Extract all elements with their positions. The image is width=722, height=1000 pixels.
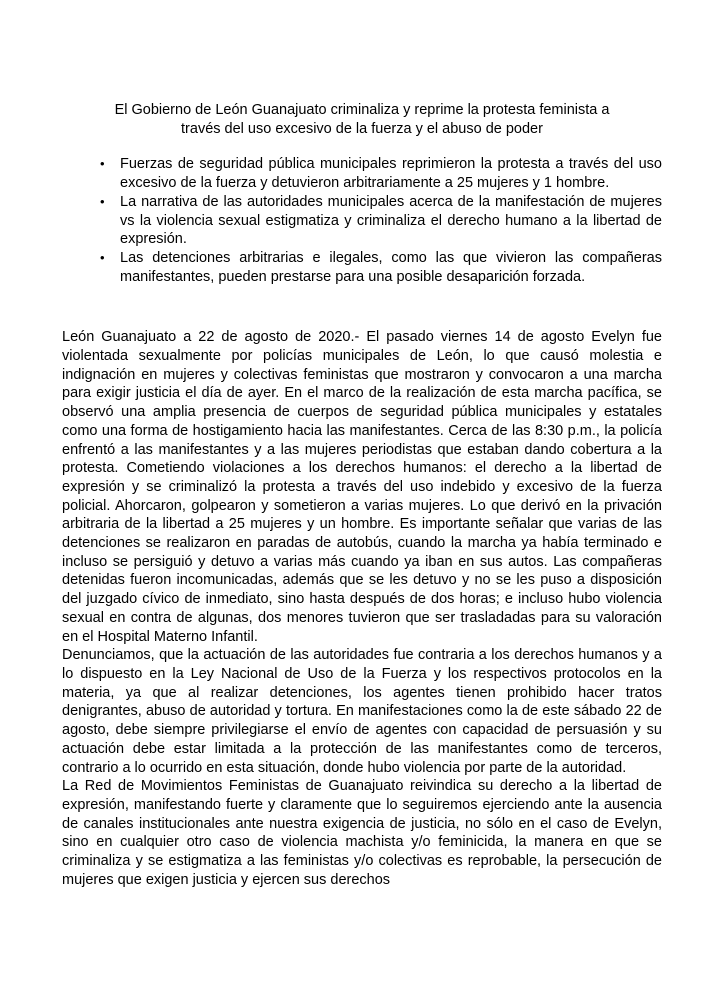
bullet-icon: •: [100, 193, 105, 209]
bullet-list: [62, 155, 662, 286]
bullet-icon: •: [100, 156, 105, 172]
title-line-1: El Gobierno de León Guanajuato criminaliza y reprime la protesta feminista a: [114, 102, 610, 118]
body-paragraph: Denunciamos, que la actuación de las autoridades fue contraria a los derechos humanos y a lo dispuesto en la Ley Nacional de Uso de la Fuerza y los respectivos protocolos en la materia, ya que al realizar detenciones, los agentes tienen prohibido hacer tratos denigrantes, abuso de autoridad y tortura. En manifestaciones como la de este sábado 22 de agosto, debe siempre privilegiarse el envío de agentes con capacidad de persuasión y su actuación debe estar limitada a la protección de las manifestantes como de terceros, contrario a lo ocurrido en esta situación, donde hubo violencia por parte de la autoridad.: [62, 647, 662, 776]
title-line-2: través del uso excesivo de la fuerza y el abuso de poder: [181, 120, 543, 137]
bullet-icon: •: [100, 249, 105, 265]
document-title: [62, 101, 662, 138]
list-item: [62, 193, 662, 249]
body-paragraph: León Guanajuato a 22 de agosto de 2020.- El pasado viernes 14 de agosto Evelyn fue violentada sexualmente por policías municipales de León, lo que causó molestia e indignación en mujeres y colectivas feministas que mostraron y convocaron a una marcha para exigir justicia el día de ayer. En el marco de la realización de esta marcha pacífica, se observó una amplia presencia de cuerpos de seguridad pública municipales y estatales como una forma de hostigamiento hacia las manifestantes. Cerca de las 8:30 p.m., la policía enfrentó a las manifestantes y a las mujeres periodistas que estaban dando cobertura a la protesta. Cometiendo violaciones a los derechos humanos: el derecho a la libertad de expresión y se criminalizó la protesta a través del uso indebido y excesivo de la fuerza policial. Ahorcaron, golpearon y sometieron a varias mujeres. Lo que derivó en la privación arbitraria de la libertad a 25 mujeres y un hombre. Es importante señalar que varias de las detenciones se realizaron en paradas de autobús, cuando la marcha ya había terminado e incluso se persiguió y detuvo a varias más cuando ya iban en sus autos. Las compañeras detenidas fueron incomunicadas, además que se les detuvo y no se les puso a disposición del juzgado cívico de inmediato, sino hasta después de dos horas; e incluso hubo violencia sexual en contra de algunas, dos menores tuvieron que ser trasladadas para su valoración en el Hospital Materno Infantil.: [62, 329, 662, 645]
body-paragraph: La Red de Movimientos Feministas de Guanajuato reivindica su derecho a la libertad de expresión, manifestando fuerte y claramente que lo seguiremos ejerciendo ante la ausencia de canales institucionales ante nuestra exigencia de justicia, no sólo en el caso de Evelyn, sino en cualquier otro caso de violencia machista y/o feminicida, la manera en que se criminaliza y se estigmatiza a las feministas y/o colectivas es reprobable, la persecución de mujeres que exigen justicia y ejercen sus derechos: [62, 778, 662, 888]
bullet-text: La narrativa de las autoridades municipales acerca de la manifestación de mujeres vs la violencia sexual estigmatiza y criminaliza el derecho humano a la libertad de expresión.: [120, 193, 662, 248]
document-body: [62, 328, 662, 889]
bullet-text: Fuerzas de seguridad pública municipales reprimieron la protesta a través del uso excesivo de la fuerza y detuvieron arbitrariamente a 25 mujeres y 1 hombre.: [120, 156, 662, 192]
list-item: [62, 155, 662, 192]
list-item: [62, 249, 662, 286]
bullet-text: Las detenciones arbitrarias e ilegales, como las que vivieron las compañeras manifestantes, pueden prestarse para una posible desaparición forzada.: [120, 249, 662, 285]
